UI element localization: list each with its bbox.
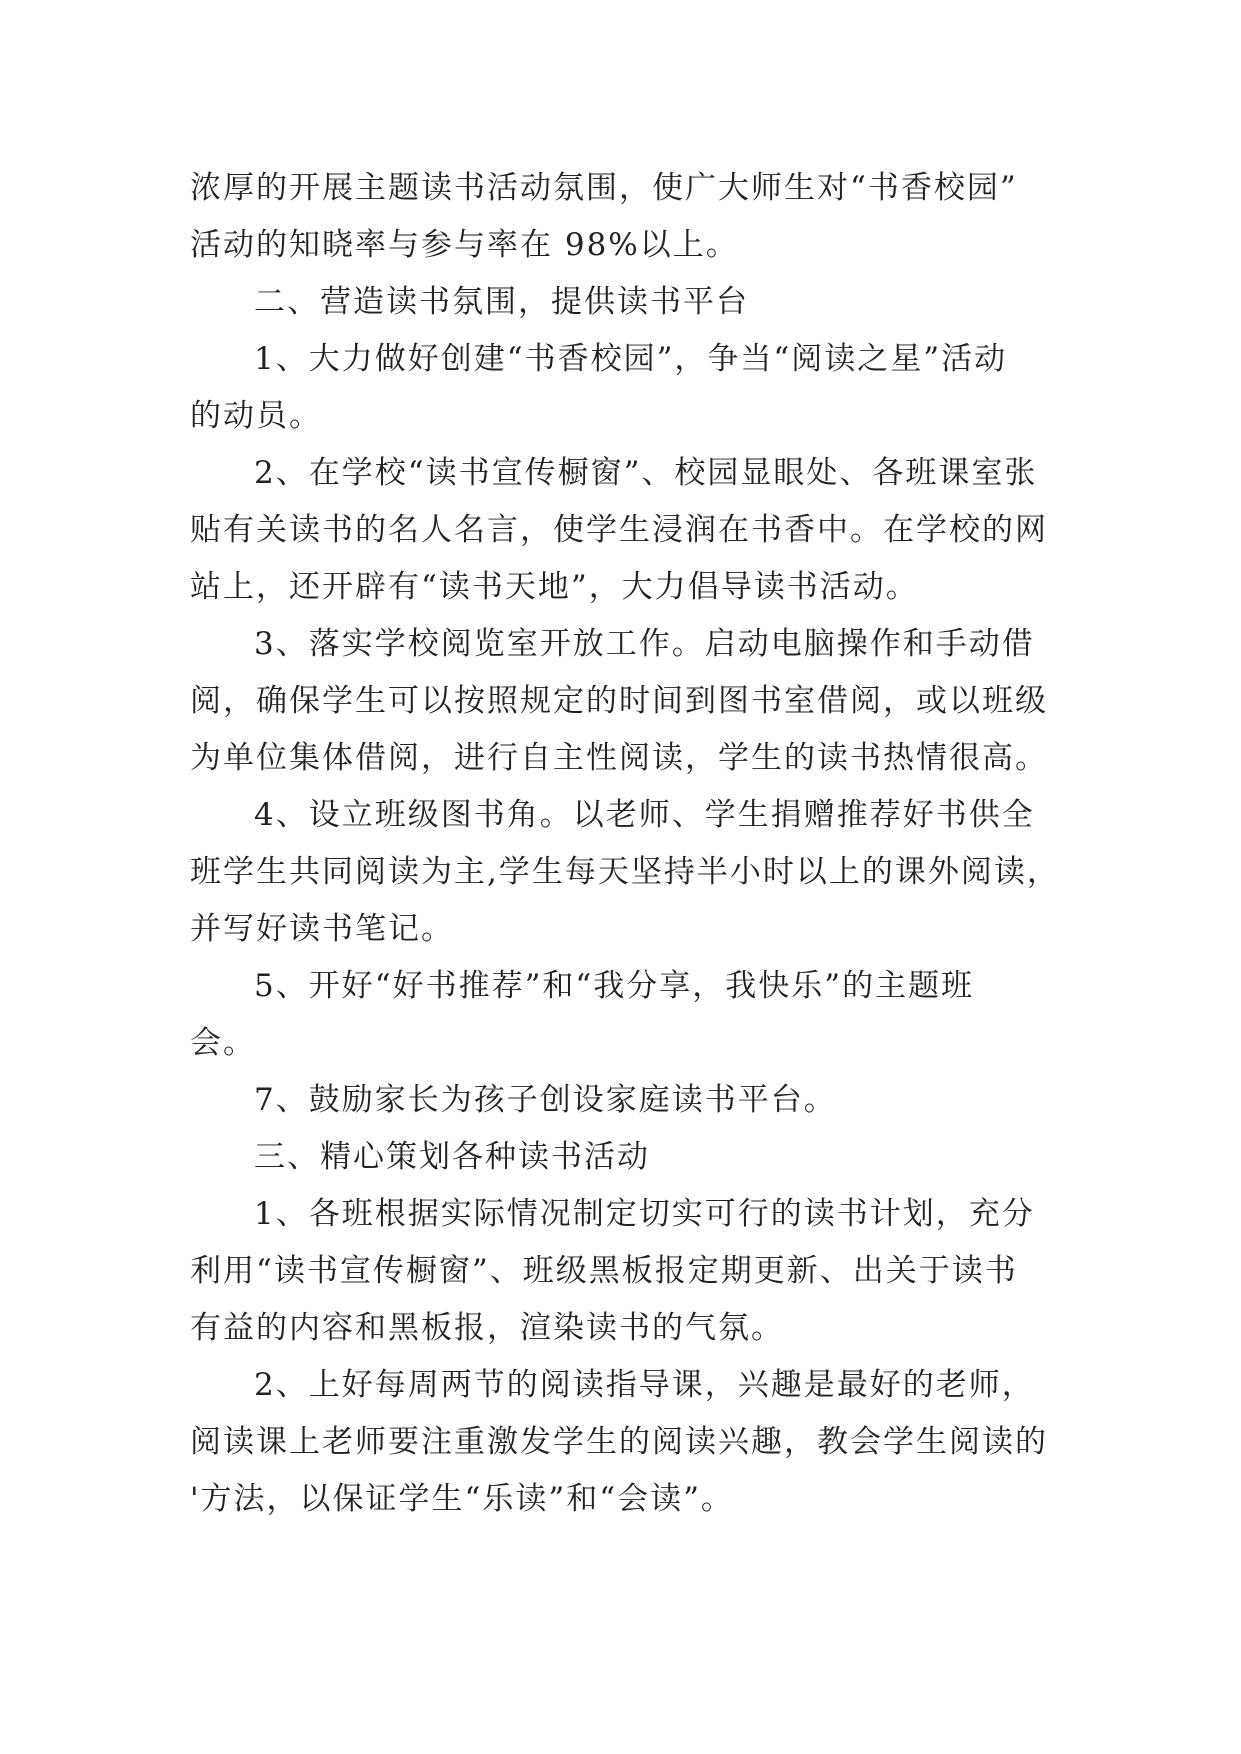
body-line: 活动的知晓率与参与率在 98%以上。 [190,227,739,263]
body-line: 3、落实学校阅览室开放工作。启动电脑操作和手动借 [254,626,1035,662]
body-line: 7、鼓励家长为孩子创设家庭读书平台。 [254,1082,837,1118]
body-line: 4、设立班级图书角。以老师、学生捐赠推荐好书供全 [254,797,1035,833]
body-line: 5、开好“好书推荐”和“我分享，我快乐”的主题班 [254,968,975,1004]
body-line: 班学生共同阅读为主,学生每天坚持半小时以上的课外阅读， [190,854,1060,890]
body-line: 1、大力做好创建“书香校园”，争当“阅读之星”活动 [254,341,1008,377]
body-line: 阅读课上老师要注重激发学生的阅读兴趣，教会学生阅读的 [190,1424,1048,1460]
body-line: 阅，确保学生可以按照规定的时间到图书室借阅，或以班级 [190,683,1048,719]
body-line: 为单位集体借阅，进行自主性阅读，学生的读书热情很高。 [190,740,1048,776]
body-line: 有益的内容和黑板报，渲染读书的气氛。 [190,1310,784,1346]
body-line: 并写好读书笔记。 [190,911,454,947]
section-heading: 三、精心策划各种读书活动 [254,1139,650,1175]
body-line: 浓厚的开展主题读书活动氛围，使广大师生对“书香校园” [190,170,1018,206]
body-line: 利用“读书宣传橱窗”、班级黑板报定期更新、出关于读书 [190,1253,1018,1289]
body-line: 的动员。 [190,398,322,434]
body-line: 站上，还开辟有“读书天地”，大力倡导读书活动。 [190,569,919,605]
document-body [190,160,1070,1528]
body-line: 1、各班根据实际情况制定切实可行的读书计划，充分 [254,1196,1035,1232]
body-line: 贴有关读书的名人名言，使学生浸润在书香中。在学校的网 [190,512,1048,548]
section-heading: 二、营造读书氛围，提供读书平台 [254,284,749,320]
body-line: 2、上好每周两节的阅读指导课，兴趣是最好的老师， [254,1367,1035,1403]
body-line: '方法，以保证学生“乐读”和“会读”。 [190,1481,734,1517]
body-line: 2、在学校“读书宣传橱窗”、校园显眼处、各班课室张 [254,455,1038,491]
body-line: 会。 [190,1025,256,1061]
